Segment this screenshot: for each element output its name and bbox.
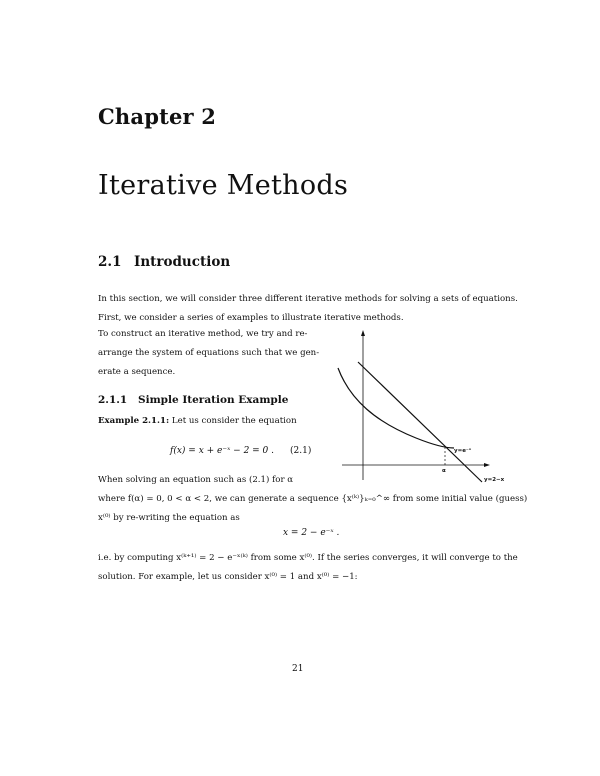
alpha-label: α [442, 468, 446, 474]
computing-paragraph [98, 549, 538, 587]
linear-line [358, 362, 482, 482]
intersection-figure [336, 322, 505, 492]
subsection-heading [98, 394, 288, 406]
chapter-heading: Chapter 2 [98, 104, 217, 129]
solving-line-1: When solving an equation such as (2.1) for α [98, 475, 294, 485]
section-number: 2.1 [98, 254, 122, 270]
computing-line-1: i.e. by computing x⁽ᵏ⁺¹⁾ = 2 − e⁻ˣ⁽ᵏ⁾ from some x⁽⁰⁾. If the series converges, it will converge to the [98, 553, 518, 563]
equation-rewritten: x = 2 − e⁻ˣ . [283, 528, 340, 538]
y-axis-arrow [361, 330, 365, 336]
solving-line-3: x⁽⁰⁾ by re-writing the equation as [98, 513, 240, 523]
section-heading [98, 254, 230, 270]
example-text: Let us consider the equation [171, 416, 297, 426]
subsection-title: Simple Iteration Example [138, 394, 289, 406]
solving-line-2: where f(α) = 0, 0 < α < 2, we can generate a sequence {x⁽ᵏ⁾}ₖ₌₀^∞ from some initial value (guess) [98, 494, 528, 504]
page-number: 21 [292, 664, 304, 674]
computing-line-2: solution. For example, let us consider x⁽⁰⁾ = 1 and x⁽⁰⁾ = −1: [98, 572, 358, 582]
equation-number: (2.1) [290, 446, 312, 456]
intro-line-2: First, we consider a series of examples to illustrate iterative methods. [98, 313, 404, 323]
x-axis-arrow [484, 463, 490, 467]
line-label: y=2−x [484, 477, 505, 483]
chapter-title: Iterative Methods [98, 170, 349, 201]
subsection-number: 2.1.1 [98, 394, 128, 406]
exp-curve [338, 368, 454, 448]
construct-paragraph: To construct an iterative method, we try and re-arrange the system of equations such that we gen-erate a sequence. [98, 329, 320, 377]
curve-label: y=e⁻ˣ [454, 448, 472, 454]
intro-line-1: In this section, we will consider three different iterative methods for solving a sets of equations. [98, 294, 518, 304]
example-line [98, 416, 297, 426]
section-title: Introduction [134, 254, 231, 270]
equation-2-1: f(x) = x + e⁻ˣ − 2 = 0 . [170, 446, 275, 456]
example-label: Example 2.1.1: [98, 416, 170, 426]
